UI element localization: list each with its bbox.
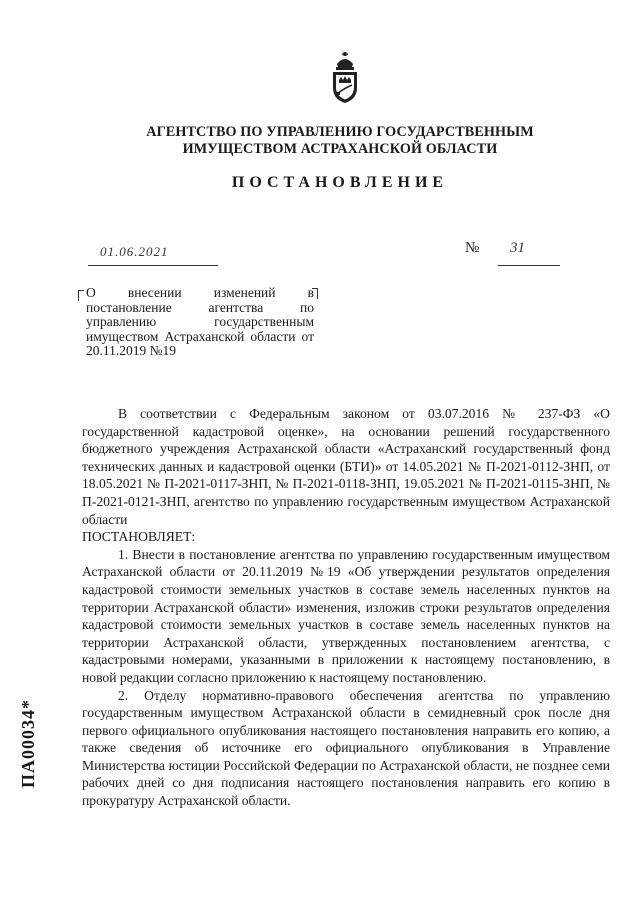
registration-stamp: ПА00034* bbox=[18, 699, 38, 788]
document-body bbox=[82, 405, 610, 810]
organization-title bbox=[120, 124, 560, 158]
resolves-heading: ПОСТАНОВЛЯЕТ: bbox=[82, 529, 196, 545]
organization-title-line2: ИМУЩЕСТВОМ АСТРАХАНСКОЙ ОБЛАСТИ bbox=[182, 141, 498, 157]
preamble-paragraph: В соответствии с Федеральным законом от 03.07.2016 № 237-ФЗ «О государственной кадастровой оценке», на основании решений государственного бюджетного учреждения Астраханской области «Астраханский государственный фонд технических данных и кадастровой оценки (БТИ)» от 14.05.2021 № П-2021-0112-ЗНП, от 18.05.2021 № П-2021-0117-ЗНП, № П-2021-0118-ЗНП, 19.05.2021 № П-2021-0115-ЗНП, № П-2021-0121-ЗНП, агентство по управлению государственным имуществом Астраханской области bbox=[82, 406, 610, 527]
number-label: № bbox=[465, 240, 480, 256]
document-date: 01.06.2021 bbox=[100, 244, 169, 259]
document-type-title: ПОСТАНОВЛЕНИЕ bbox=[231, 174, 449, 191]
document-number: 31 bbox=[510, 240, 525, 256]
clause-1-paragraph: 1. Внести в постановление агентства по управлению государственным имуществом Астраханской области от 20.11.2019 №19 «Об утверждении результатов определения кадастровой стоимости земельных участков в составе земель населенных пунктов на территории Астраханской области» изменения, изложив строки результатов определения кадастровой стоимости земельных участков в составе земель населенных пунктов на территории Астраханской области, утвержденных постановлением агентства, с кадастровыми номерами, указанными в приложении к настоящему постановлению, в новой редакции согласно приложению к настоящему постановлению. bbox=[82, 546, 610, 685]
organization-title-line1: АГЕНТСТВО ПО УПРАВЛЕНИЮ ГОСУДАРСТВЕННЫМ bbox=[146, 124, 534, 140]
coat-of-arms-icon bbox=[330, 52, 360, 104]
subject-bracket-left bbox=[78, 290, 84, 301]
clause-2-paragraph: 2. Отделу нормативно-правового обеспечения агентства по управлению государственным имуществом Астраханской области в семидневный срок после дня первого официального опубликования настоящего постановления направить его копию, а также сведения об источнике его официального опубликования в Управление Министерства юстиции Российской Федерации по Астраханской области, не позднее семи рабочих дней со дня подписания настоящего постановления направить его копию в прокуратуру Астраханской области. bbox=[82, 687, 610, 809]
number-underline bbox=[498, 249, 560, 266]
document-subject: О внесении изменений в постановление агентства по управлению государственным имуществом Астраханской области от 20.11.2019 №19 bbox=[86, 285, 314, 359]
